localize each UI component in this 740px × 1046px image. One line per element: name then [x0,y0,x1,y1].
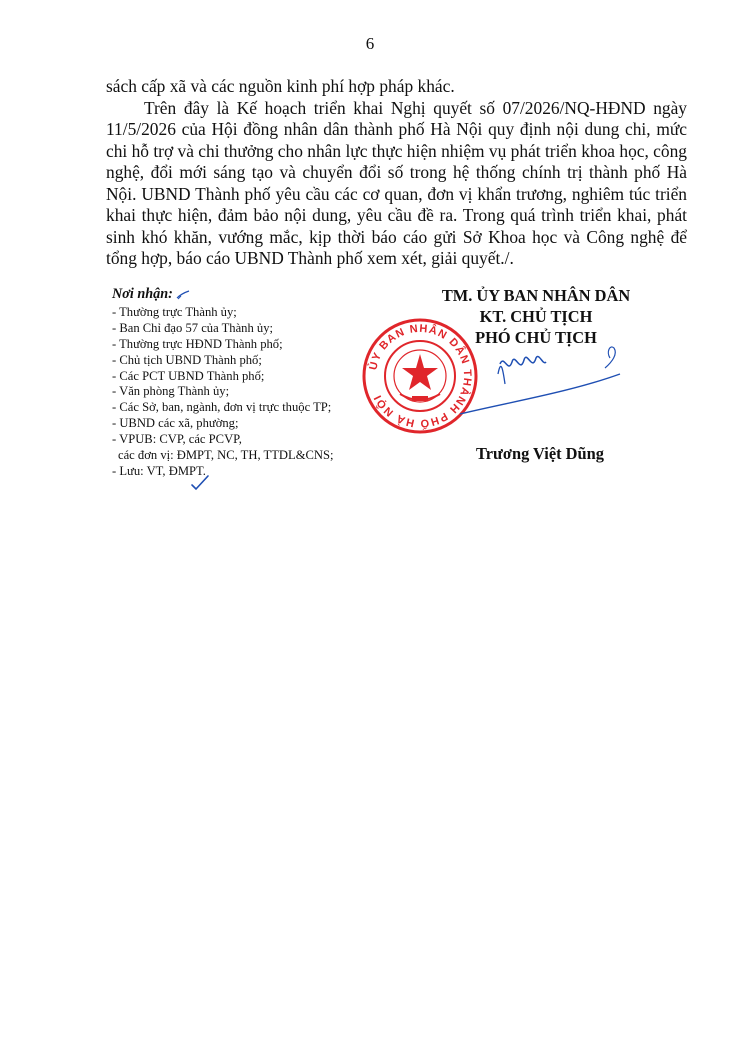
list-item: - Ban Chỉ đạo 57 của Thành ủy; [112,320,274,335]
body-text [106,76,687,270]
list-item: - Các PCT UBND Thành phố; [112,368,265,383]
recipients-title [112,287,382,303]
signer-name: Trương Việt Dũng [476,444,604,463]
list-item: - Các Sở, ban, ngành, đơn vị trực thuộc TP; [112,400,332,415]
list-item: - VPUB: CVP, các PCVP, [112,432,242,447]
signature-block [367,286,700,486]
signature-title-1: TM. ỦY BAN NHÂN DÂN [441,286,631,305]
list-item: - Chủ tịch UBND Thành phố; [112,352,262,367]
paragraph-1: sách cấp xã và các nguồn kinh phí hợp pháp khác. [106,76,455,96]
list-item: các đơn vị: ĐMPT, NC, TH, TTDL&CNS; [118,448,334,463]
list-item: - Thường trực HĐND Thành phố; [112,336,283,351]
handwritten-signature-icon [400,344,630,434]
check-mark-icon [190,473,210,491]
pen-mark-icon [176,290,190,300]
list-item: - Văn phòng Thành ủy; [112,384,230,399]
list-item: - UBND các xã, phường; [112,416,239,431]
recipients-title-text: Nơi nhận: [112,286,173,302]
list-item: - Thường trực Thành ủy; [112,304,237,319]
svg-text:ỦY BAN NHÂN DÂN THÀNH PHỐ HÀ N: ỦY BAN NHÂN DÂN THÀNH PHỐ HÀ NỘI [367,322,474,430]
page-number: 6 [365,34,375,53]
recipients-block [112,287,382,480]
list-item: - Lưu: VT, ĐMPT. [112,463,206,478]
recipients-list [112,305,382,480]
signature-title-3: PHÓ CHỦ TỊCH [475,328,597,347]
paragraph-2: Trên đây là Kế hoạch triển khai Nghị quyết số 07/2026/NQ-HĐND ngày 11/5/2026 của Hội đồng nhân dân thành phố Hà Nội quy định nội dung chi, mức chi hỗ trợ và chi thưởng cho nhân lực thực hiện nhiệm vụ phát triển khoa học, công nghệ, đổi mới sáng tạo và chuyển đổi số trong hệ thống chính trị thành phố Hà Nội. UBND Thành phố yêu cầu các cơ quan, đơn vị khẩn trương, nghiêm túc triển khai thực hiện, đảm bảo nội dung, yêu cầu đề ra. Trong quá trình triển khai, phát sinh khó khăn, vướng mắc, kịp thời báo cáo gửi Sở Khoa học và Công nghệ để tổng hợp, báo cáo UBND Thành phố xem xét, giải quyết./. [106,97,687,268]
signature-title-2: KT. CHỦ TỊCH [479,307,593,326]
